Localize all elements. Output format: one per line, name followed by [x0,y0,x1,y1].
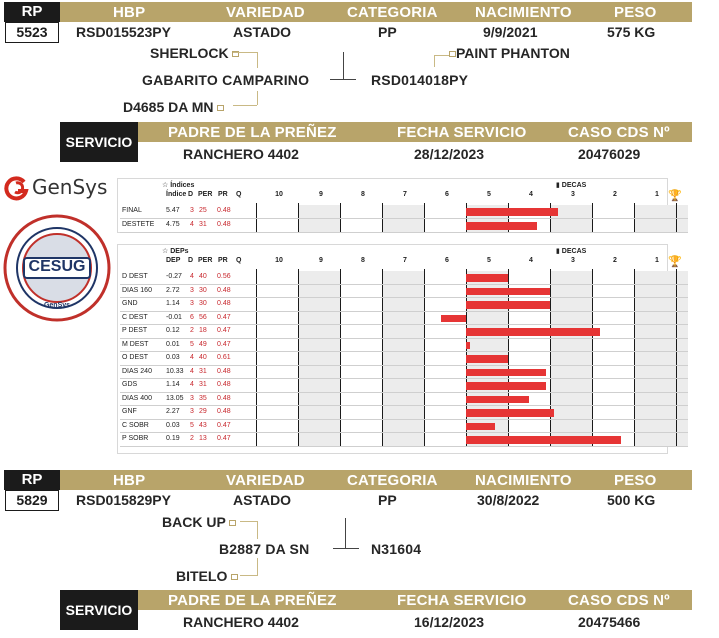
row-d: 6 [190,313,194,321]
row-pr: 0.47 [217,435,231,442]
servicio1-padre: RANCHERO 4402 [183,146,299,162]
servicio2-caso: 20475466 [578,614,641,630]
servicio2-label: SERVICIO [60,590,138,630]
animal1-dam-sire: PAINT PHANTON [449,45,570,61]
scale-label: 9 [319,191,323,198]
connector-line [240,575,258,576]
animal2-sire-dam: BITELO [176,568,238,584]
connector-line [257,52,258,68]
animal1-rp-value: 5523 [5,22,59,43]
fecha-servicio-header: FECHA SERVICIO [397,124,527,141]
deca-bar [466,328,600,336]
row-value: 10.33 [166,367,184,375]
scale-label: 6 [445,257,449,264]
seal-text: CESUG [28,258,86,275]
row-pr: 0.48 [217,381,231,388]
scale-label: 1 [655,191,659,198]
scale-label: 1 [655,257,659,264]
caso-header: CASO CDS Nº [568,124,670,141]
caso-header: CASO CDS Nº [568,592,670,609]
scale-label: 3 [571,191,575,198]
servicio2-padre: RANCHERO 4402 [183,614,299,630]
connector-line [257,521,258,539]
categoria-header: CATEGORIA [347,472,438,489]
row-per: 18 [199,327,207,334]
gensys-logo [0,172,112,206]
row-d: 3 [190,207,194,214]
row-per: 31 [199,367,207,375]
row-value: 1.14 [166,300,180,307]
variedad-header: VARIEDAD [226,4,305,21]
grid-line [340,269,341,447]
row-label: O DEST [122,354,149,361]
row-per: 25 [199,207,207,214]
row-pr: 0.48 [217,394,231,402]
animal2-hbp: RSD015829PY [76,492,171,508]
row-divider [120,405,688,406]
animal2-variedad: ASTADO [233,492,292,508]
scale-label: 10 [275,191,283,198]
row-pr: 0.48 [217,408,231,415]
row-pr: 0.48 [217,300,231,307]
row-d: 5 [190,421,194,429]
row-value: -0.27 [166,273,182,280]
column-header: PR [218,257,228,264]
row-d: 3 [190,286,194,294]
animal2-nacimiento: 30/8/2022 [477,492,540,508]
row-value: -0.01 [166,313,182,321]
row-per: 56 [199,313,207,321]
connector-square-icon [217,105,224,111]
pedigree-link [330,79,356,80]
row-label: DIAS 160 [122,286,152,294]
nacimiento-header: NACIMIENTO [475,4,572,21]
grid-line [298,269,299,447]
row-d: 2 [190,327,194,334]
row-pr: 0.47 [217,313,231,321]
panel-title: ☆ Índices [162,182,195,189]
variedad-header: VARIEDAD [226,472,305,489]
row-d: 4 [190,273,194,280]
row-per: 30 [199,286,207,294]
row-label: GNF [122,408,137,415]
row-per: 35 [199,394,207,402]
animal1-sire-dam: D4685 DA MN [123,99,224,115]
row-divider [120,311,688,312]
row-value: 1.14 [166,381,180,388]
scale-label: 5 [487,257,491,264]
row-pr: 0.47 [217,421,231,429]
grid-line [634,269,635,447]
row-divider [120,297,688,298]
row-divider [120,432,688,433]
row-d: 4 [190,354,194,361]
grid-line [508,269,509,447]
scale-label: 3 [571,257,575,264]
scale-label: 8 [361,191,365,198]
grid-line [424,269,425,447]
row-divider [120,218,688,219]
scale-label: 6 [445,191,449,198]
row-divider [120,232,688,233]
decas-label: ▮ DECAS [556,182,587,189]
animal1-peso: 575 KG [607,24,656,40]
scale-label: 4 [529,257,533,264]
panel-title: ☆ DEPs [162,248,189,255]
animal1-hbp: RSD015523PY [76,24,171,40]
deca-bar [466,369,546,377]
trophy-icon: 🏆 [668,190,682,202]
deca-bar [466,409,554,417]
row-per: 29 [199,408,207,415]
indices-panel [117,178,682,233]
seal-bottom-text: GenSys [43,302,71,309]
grid-line [592,269,593,447]
column-header: D [188,191,194,198]
fecha-servicio-header: FECHA SERVICIO [397,592,527,609]
pedigree-link [343,52,344,79]
animal1-rp-header [4,2,60,22]
animal1-sire-sire: SHERLOCK [150,45,239,61]
deca-bar [466,222,537,230]
trophy-icon: 🏆 [668,256,682,268]
row-pr: 0.48 [217,221,231,228]
grid-shade [298,205,340,233]
row-divider [120,419,688,420]
deps-panel [117,244,682,454]
row-divider [120,324,688,325]
row-label: FINAL [122,207,142,214]
scale-label: 4 [529,191,533,198]
grid-shade [634,205,676,233]
deca-bar [466,396,529,404]
row-divider [120,446,688,447]
peso-header: PESO [614,4,657,21]
column-header: Q [236,191,242,198]
column-header: D [188,257,194,264]
row-divider [120,378,688,379]
row-d: 4 [190,367,194,375]
padre-header: PADRE DE LA PREÑEZ [168,124,337,141]
scale-label: 2 [613,257,617,264]
connector-line [233,52,257,53]
deca-bar [466,436,621,444]
deca-bar [466,301,550,309]
animal2-peso: 500 KG [607,492,656,508]
grid-line [382,269,383,447]
row-pr: 0.47 [217,340,231,348]
nacimiento-header: NACIMIENTO [475,472,572,489]
animal2-categoria: PP [378,492,397,508]
hbp-header: HBP [113,472,146,489]
row-divider [120,338,688,339]
grid-shade [382,205,424,233]
animal1-dam: RSD014018PY [371,72,469,88]
servicio1-label: SERVICIO [60,122,138,162]
peso-header: PESO [614,472,657,489]
column-header: PR [218,191,228,198]
scale-label: 7 [403,257,407,264]
row-d: 3 [190,408,194,415]
scale-label: 10 [275,257,283,264]
row-label: P SOBR [122,435,149,442]
scale-label: 2 [613,191,617,198]
row-value: 2.72 [166,286,180,294]
row-label: DIAS 400 [122,394,152,402]
column-header: Q [236,257,242,264]
scale-label: 5 [487,191,491,198]
connector-line [434,55,435,67]
row-label: C DEST [122,313,148,321]
connector-line [434,55,450,56]
row-value: 4.75 [166,221,180,228]
grid-line [256,269,257,447]
row-label: GDS [122,381,138,388]
animal1-categoria: PP [378,24,397,40]
scale-label: 8 [361,257,365,264]
scale-label: 9 [319,257,323,264]
gensys-wordmark: GenSys [32,175,108,199]
row-label: C SOBR [122,421,149,429]
row-value: 0.01 [166,340,180,348]
row-pr: 0.61 [217,354,231,361]
row-d: 3 [190,394,194,402]
row-per: 31 [199,221,207,228]
deca-bar [466,342,470,350]
deca-bar [466,423,495,431]
grid-line [676,269,677,447]
deca-bar [466,208,558,216]
servicio2-fecha: 16/12/2023 [414,614,485,630]
animal2-dam: N31604 [371,541,422,557]
animal1-nacimiento: 9/9/2021 [483,24,538,40]
servicio1-fecha: 28/12/2023 [414,146,485,162]
row-pr: 0.48 [217,286,231,294]
row-d: 5 [190,340,194,348]
animal2-rp-value: 5829 [5,490,59,511]
row-per: 13 [199,435,207,442]
deca-bar [466,355,508,363]
animal2-sire-sire: BACK UP [162,514,236,530]
row-pr: 0.48 [217,207,231,214]
column-header: DEP [166,257,181,264]
row-per: 43 [199,421,207,429]
row-d: 4 [190,221,194,228]
connector-line [240,521,258,522]
padre-header: PADRE DE LA PREÑEZ [168,592,337,609]
column-header: PER [198,257,213,264]
row-d: 2 [190,435,194,442]
connector-line [257,91,258,105]
row-value: 5.47 [166,207,180,214]
scale-label: 7 [403,191,407,198]
animal2-sire: B2887 DA SN [219,541,310,557]
connector-square-icon [229,520,236,526]
row-pr: 0.56 [217,273,231,280]
pedigree-link [345,518,346,548]
row-per: 49 [199,340,207,348]
grid-shade [676,205,688,233]
animal2-rp-header [4,470,60,490]
row-d: 4 [190,381,194,388]
row-per: 30 [199,300,207,307]
row-value: 2.27 [166,408,180,415]
row-per: 40 [199,273,207,280]
hbp-header: HBP [113,4,146,21]
connector-line [257,558,258,575]
row-pr: 0.47 [217,327,231,334]
row-label: DIAS 240 [122,367,152,375]
row-value: 0.03 [166,354,180,361]
cesug-seal [2,213,112,323]
decas-label: ▮ DECAS [556,248,587,255]
categoria-header: CATEGORIA [347,4,438,21]
row-value: 0.12 [166,327,180,334]
row-value: 13.05 [166,394,184,402]
rp-label: RP [21,3,43,20]
connector-square-icon [449,51,456,57]
row-label: GND [122,300,138,307]
column-header: Índice [166,191,187,198]
row-label: DESTETE [122,221,155,228]
deca-bar [466,274,508,282]
row-pr: 0.48 [217,367,231,375]
row-divider [120,351,688,352]
deca-bar [466,288,550,296]
column-header: PER [198,191,213,198]
deca-bar [441,315,466,323]
row-divider [120,365,688,366]
animal1-sire: GABARITO CAMPARINO [142,72,310,88]
row-label: M DEST [122,340,149,348]
row-value: 0.19 [166,435,180,442]
row-d: 3 [190,300,194,307]
connector-line [233,105,257,106]
pedigree-link [333,548,359,549]
row-divider [120,284,688,285]
connector-square-icon [231,574,238,580]
row-per: 31 [199,381,207,388]
grid-line [550,269,551,447]
gensys-swirl-icon [2,174,30,202]
row-divider [120,392,688,393]
rp-label: RP [21,471,43,488]
servicio1-caso: 20476029 [578,146,641,162]
row-per: 40 [199,354,207,361]
row-value: 0.03 [166,421,180,429]
row-label: D DEST [122,273,148,280]
deca-bar [466,382,546,390]
animal1-variedad: ASTADO [233,24,292,40]
row-label: P DEST [122,327,148,334]
